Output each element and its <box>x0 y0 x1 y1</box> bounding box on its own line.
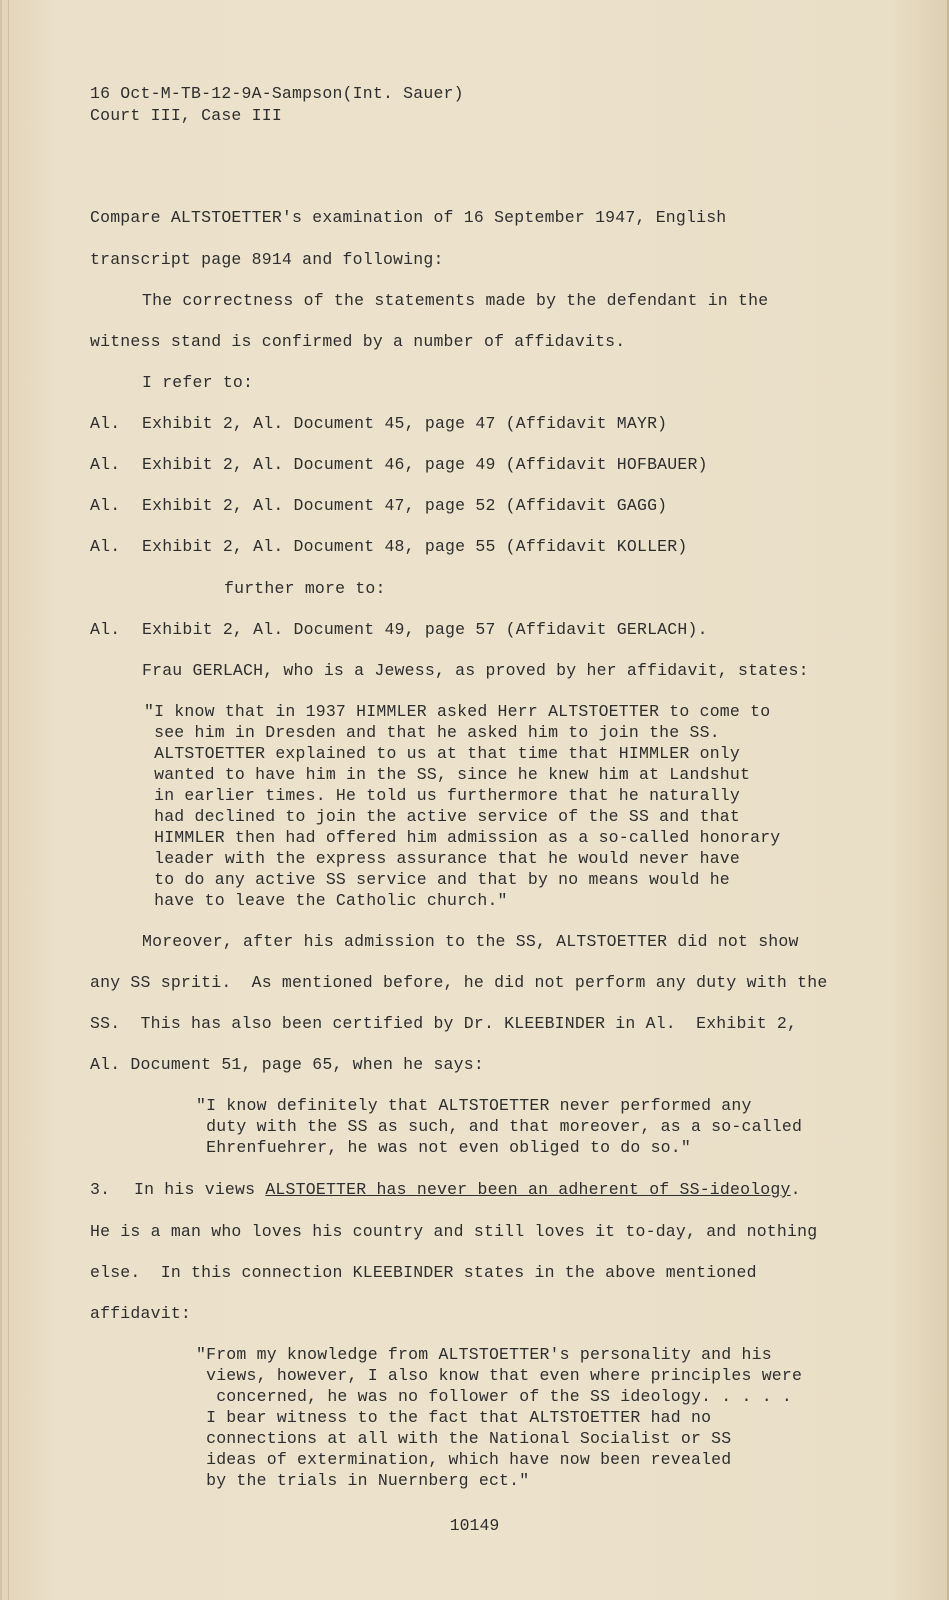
page-edge-mark <box>8 0 9 1600</box>
quote-line: in earlier times. He told us furthermore that he naturally <box>144 786 740 805</box>
paragraph-views-line4: affidavit: <box>90 1304 192 1323</box>
paragraph-views-line1 <box>90 1180 801 1200</box>
paragraph-number: 3. <box>90 1180 111 1199</box>
exhibit-text: Exhibit 2, Al. Document 49, page 57 (Affidavit GERLACH). <box>142 620 708 639</box>
quote-line: had declined to join the active service of the SS and that <box>144 807 740 826</box>
header-reference: 16 Oct-M-TB-12-9A-Sampson(Int. Sauer) <box>90 84 464 103</box>
quote-line: ideas of extermination, which have now been revealed <box>196 1450 732 1469</box>
exhibit-prefix: Al. <box>90 620 121 639</box>
quote-line: connections at all with the National Socialist or SS <box>196 1429 732 1448</box>
quote-line: wanted to have him in the SS, since he knew him at Landshut <box>144 765 751 784</box>
paragraph-moreover-line4: Al. Document 51, page 65, when he says: <box>90 1055 484 1074</box>
text: In his views <box>134 1180 266 1199</box>
quote-line: to do any active SS service and that by no means would he <box>144 870 730 889</box>
exhibit-text: Exhibit 2, Al. Document 45, page 47 (Affidavit MAYR) <box>142 414 668 433</box>
quote-line: HIMMLER then had offered him admission as a so-called honorary <box>144 828 781 847</box>
quote-line: leader with the express assurance that he would never have <box>144 849 740 868</box>
frau-gerlach-line: Frau GERLACH, who is a Jewess, as proved by her affidavit, states: <box>142 661 809 680</box>
exhibit-text: Exhibit 2, Al. Document 46, page 49 (Affidavit HOFBAUER) <box>142 455 708 474</box>
further-more-line: further more to: <box>224 579 386 598</box>
quote-line: see him in Dresden and that he asked him to join the SS. <box>144 723 720 742</box>
paragraph-views-line2: He is a man who loves his country and still loves it to-day, and nothing <box>90 1222 818 1241</box>
exhibit-prefix: Al. <box>90 414 121 433</box>
exhibit-prefix: Al. <box>90 496 121 515</box>
exhibit-line <box>90 496 667 516</box>
quote-line: "I know definitely that ALTSTOETTER never performed any <box>196 1096 752 1115</box>
paragraph-correctness-line2: witness stand is confirmed by a number of affidavits. <box>90 332 626 351</box>
page-number: 10149 <box>449 1516 500 1535</box>
text: . <box>790 1180 801 1199</box>
quote-line: duty with the SS as such, and that moreover, as a so-called <box>196 1117 803 1136</box>
quote-line: ALTSTOETTER explained to us at that time that HIMMLER only <box>144 744 740 763</box>
paragraph-moreover-line3: SS. This has also been certified by Dr. KLEEBINDER in Al. Exhibit 2, <box>90 1014 798 1033</box>
exhibit-prefix: Al. <box>90 455 121 474</box>
quote-line: views, however, I also know that even where principles were <box>196 1366 803 1385</box>
quote-line: "I know that in 1937 HIMMLER asked Herr ALTSTOETTER to come to <box>144 702 771 721</box>
exhibit-text: Exhibit 2, Al. Document 47, page 52 (Affidavit GAGG) <box>142 496 668 515</box>
exhibit-line <box>90 414 667 434</box>
underlined-text: ALSTOETTER has never been an adherent of SS-ideology <box>265 1180 791 1199</box>
paragraph-compare-line1: Compare ALTSTOETTER's examination of 16 September 1947, English <box>90 208 727 227</box>
exhibit-text: Exhibit 2, Al. Document 48, page 55 (Affidavit KOLLER) <box>142 537 688 556</box>
exhibit-line <box>90 455 708 475</box>
paragraph-moreover-line2: any SS spriti. As mentioned before, he did not perform any duty with the <box>90 973 828 992</box>
paragraph-moreover-line1: Moreover, after his admission to the SS, ALTSTOETTER did not show <box>142 932 799 951</box>
quote-line: by the trials in Nuernberg ect." <box>196 1471 530 1490</box>
paragraph-compare-line2: transcript page 8914 and following: <box>90 250 444 269</box>
header-court: Court III, Case III <box>90 106 282 125</box>
quote-line: I bear witness to the fact that ALTSTOETTER had no <box>196 1408 712 1427</box>
quote-line: have to leave the Catholic church." <box>144 891 508 910</box>
exhibit-prefix: Al. <box>90 537 121 556</box>
paragraph-views-line3: else. In this connection KLEEBINDER states in the above mentioned <box>90 1263 757 1282</box>
quote-line: "From my knowledge from ALTSTOETTER's personality and his <box>196 1345 772 1364</box>
refer-to-line: I refer to: <box>142 373 254 392</box>
exhibit-line <box>90 537 688 557</box>
quote-line: concerned, he was no follower of the SS ideology. . . . . <box>196 1387 792 1406</box>
exhibit-line <box>90 620 708 640</box>
paragraph-correctness-line1: The correctness of the statements made by the defendant in the <box>142 291 769 310</box>
quote-line: Ehrenfuehrer, he was not even obliged to do so." <box>196 1138 691 1157</box>
